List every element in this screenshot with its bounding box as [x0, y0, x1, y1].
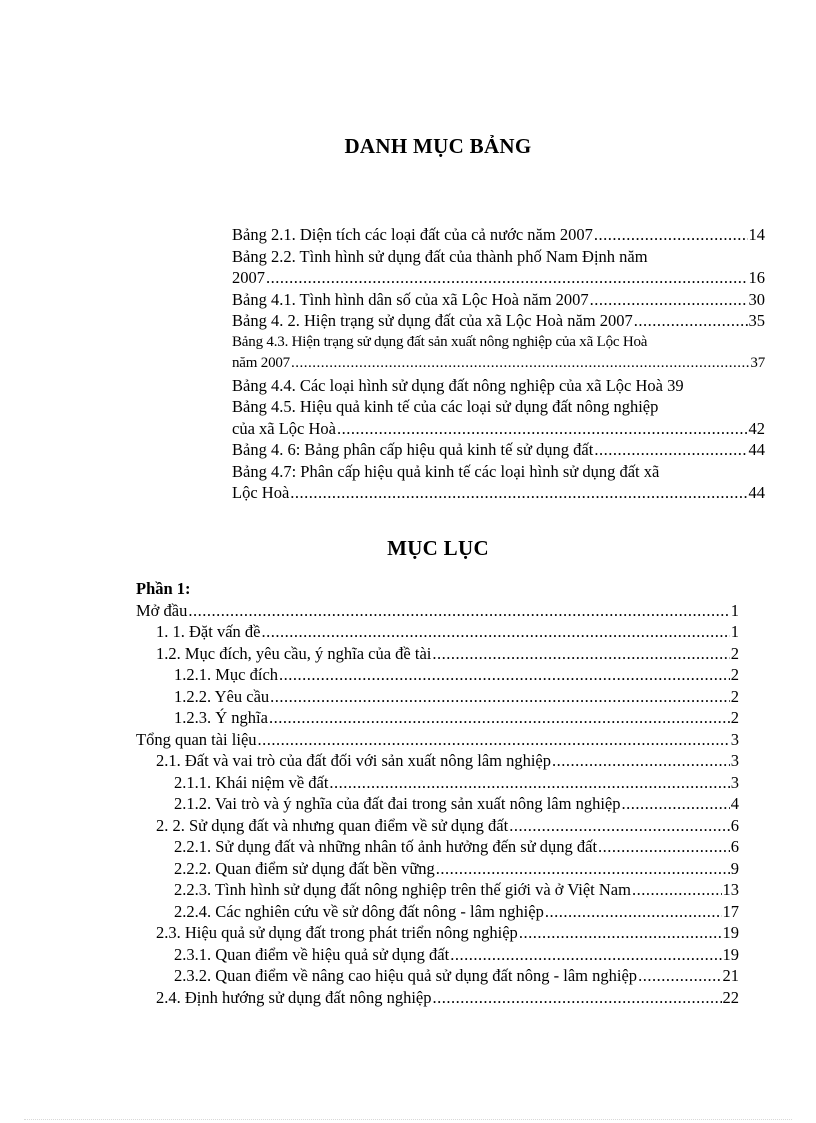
dot-leader — [552, 750, 730, 772]
lot-entry-text: Bảng 4.1. Tình hình dân số của xã Lộc Hoà năm 2007 — [232, 289, 589, 309]
toc-entry[interactable] — [136, 922, 739, 944]
lot-entry-page: 37 — [750, 355, 765, 371]
dot-leader — [269, 707, 730, 729]
lot-entry-text: Bảng 4.4. Các loại hình sử dụng đất nông nghiệp của xã Lộc Hoà 39 — [232, 375, 684, 395]
toc-part-heading: Phần 1: — [136, 579, 191, 598]
toc-title: MỤC LỤC — [387, 536, 489, 560]
lot-entry-text: Bảng 4.5. Hiệu quả kinh tế của các loại sử dụng đất nông nghiệp — [232, 397, 659, 416]
toc-entry-page: 21 — [722, 966, 739, 985]
lot-entry[interactable] — [232, 332, 765, 354]
toc-entry-text: 2.4. Định hướng sử dụng đất nông nghiệp — [156, 987, 432, 1007]
dot-leader — [279, 664, 730, 686]
toc-entry-text: 1.2. Mục đích, yêu cầu, ý nghĩa của đề tài — [156, 643, 432, 663]
toc-entry-text: 1.2.1. Mục đích — [174, 665, 279, 684]
toc-entry-page: 1 — [730, 600, 739, 620]
toc-entry-page: 19 — [722, 923, 739, 942]
dot-leader — [337, 418, 748, 440]
toc-entry-text: Mở đầu — [136, 600, 188, 620]
toc-entry[interactable] — [136, 750, 739, 772]
lot-entry-page: 44 — [748, 483, 765, 502]
toc-entry-page: 2 — [730, 643, 739, 663]
toc-entry-text: 2.3.1. Quan điểm về hiệu quả sử dụng đất — [174, 944, 450, 964]
dot-leader — [270, 686, 730, 708]
lot-entry-page: 42 — [748, 418, 765, 438]
toc-entry-page: 4 — [730, 794, 739, 813]
dot-leader — [598, 836, 730, 858]
toc-entry-page: 22 — [722, 987, 739, 1007]
toc-entry[interactable] — [136, 987, 739, 1009]
toc-entry[interactable] — [136, 901, 739, 923]
toc-entry-page: 2 — [730, 708, 739, 727]
toc-entry-text: 2.2.3. Tình hình sử dụng đất nông nghiệp trên thế giới và ở Việt Nam — [174, 880, 631, 899]
toc-entry[interactable] — [136, 815, 739, 837]
lot-entry-page: 16 — [748, 268, 765, 287]
lot-entry-text: Bảng 4. 6: Bảng phân cấp hiệu quả kinh tế sử dụng đất — [232, 440, 594, 459]
lot-entry[interactable] — [232, 418, 765, 440]
toc-entry-text: 2.1. Đất và vai trò của đất đối với sản xuất nông lâm nghiệp — [156, 751, 552, 770]
dot-leader — [594, 224, 748, 246]
toc-entry[interactable] — [136, 879, 739, 901]
lot-entry-text: của xã Lộc Hoà — [232, 418, 336, 438]
toc-entry[interactable] — [136, 686, 739, 708]
dot-leader — [432, 643, 729, 665]
lot-entry-page: 35 — [748, 311, 765, 330]
lot-entry[interactable] — [232, 353, 765, 375]
toc-entry[interactable] — [136, 944, 739, 966]
toc-entry-text: Tổng quan tài liệu — [136, 729, 257, 749]
toc-entry-text: 2.1.2. Vai trò và ý nghĩa của đất đai trong sản xuất nông lâm nghiệp — [174, 794, 621, 813]
lot-entry-text: Bảng 2.2. Tình hình sử dụng đất của thành phố Nam Định năm — [232, 246, 648, 266]
list-of-tables — [232, 224, 765, 504]
dot-leader — [261, 621, 729, 643]
dot-leader — [266, 267, 748, 289]
toc-entry[interactable] — [136, 772, 739, 794]
dot-leader — [545, 901, 722, 923]
toc-entry[interactable] — [136, 664, 739, 686]
toc-entry-text: 2.3.2. Quan điểm về nâng cao hiệu quả sử dụng đất nông - lâm nghiệp — [174, 966, 638, 985]
toc-entry-page: 6 — [730, 815, 739, 835]
toc-entry-text: 2.3. Hiệu quả sử dụng đất trong phát triển nông nghiệp — [156, 923, 518, 942]
toc-entry-text: 2. 2. Sử dụng đất và nhưng quan điểm về sử dụng đất — [156, 815, 509, 835]
dot-leader — [634, 310, 748, 332]
lot-entry[interactable] — [232, 310, 765, 332]
dot-leader — [590, 289, 748, 311]
toc-entry-text: 2.2.2. Quan điểm sử dụng đất bền vững — [174, 858, 435, 878]
dot-leader — [290, 482, 747, 504]
lot-entry[interactable] — [232, 267, 765, 289]
lot-entry[interactable] — [232, 461, 765, 483]
toc-entry-text: 2.2.4. Các nghiên cứu về sử dông đất nông - lâm nghiệp — [174, 901, 544, 921]
list-of-tables-title: DANH MỤC BẢNG — [344, 134, 532, 158]
page-bottom-divider — [24, 1119, 792, 1120]
lot-entry[interactable] — [232, 482, 765, 504]
lot-entry[interactable] — [232, 439, 765, 461]
lot-entry-text: năm 2007 — [232, 355, 290, 371]
lot-entry[interactable] — [232, 246, 765, 268]
toc-entry[interactable] — [136, 643, 739, 665]
toc-entry-text: 1. 1. Đặt vấn đề — [156, 622, 261, 641]
toc-entry-text: 1.2.2. Yêu cầu — [174, 686, 270, 706]
toc-entry[interactable] — [136, 707, 739, 729]
dot-leader — [450, 944, 721, 966]
toc-entry-page: 2 — [730, 686, 739, 706]
dot-leader — [632, 879, 722, 901]
lot-entry[interactable] — [232, 289, 765, 311]
lot-entry[interactable] — [232, 224, 765, 246]
dot-leader — [329, 772, 729, 794]
toc-entry-page: 1 — [730, 622, 739, 641]
toc-entry[interactable] — [136, 793, 739, 815]
toc-entry-page: 3 — [730, 772, 739, 792]
toc-entry-page: 19 — [722, 944, 739, 964]
toc-entry[interactable] — [136, 729, 739, 751]
lot-entry-text: Bảng 2.1. Diện tích các loại đất của cả nước năm 2007 — [232, 225, 593, 244]
lot-entry-text: 2007 — [232, 268, 265, 287]
dot-leader — [509, 815, 730, 837]
toc-entry[interactable] — [136, 858, 739, 880]
toc-entry[interactable] — [136, 965, 739, 987]
lot-entry-text: Bảng 4.7: Phân cấp hiệu quả kinh tế các loại hình sử dụng đất xã — [232, 461, 660, 481]
dot-leader — [432, 987, 721, 1009]
dot-leader — [519, 922, 722, 944]
toc-entry-text: 2.2.1. Sử dụng đất và những nhân tố ảnh hưởng đến sử dụng đất — [174, 837, 598, 856]
toc-entry[interactable] — [136, 836, 739, 858]
toc-entry-text: 2.1.1. Khái niệm về đất — [174, 772, 329, 792]
lot-entry-page: 14 — [748, 225, 765, 244]
dot-leader — [621, 793, 729, 815]
lot-entry-page: 44 — [748, 440, 765, 459]
toc-entry-page: 2 — [730, 665, 739, 684]
toc-entry-page: 9 — [730, 858, 739, 878]
table-of-contents — [136, 578, 739, 1008]
toc-entry-page: 6 — [730, 837, 739, 856]
dot-leader — [638, 965, 721, 987]
lot-entry-page: 30 — [748, 289, 765, 309]
toc-entry-page: 3 — [730, 751, 739, 770]
dot-leader — [258, 729, 730, 751]
lot-entry[interactable] — [232, 396, 765, 418]
dot-leader — [436, 858, 730, 880]
toc-entry-text: 1.2.3. Ý nghĩa — [174, 708, 268, 727]
dot-leader — [188, 600, 729, 622]
dot-leader — [594, 439, 747, 461]
toc-entry[interactable] — [136, 621, 739, 643]
lot-entry-text: Bảng 4. 2. Hiện trạng sử dụng đất của xã Lộc Hoà năm 2007 — [232, 311, 633, 330]
toc-entry-page: 13 — [722, 880, 739, 899]
toc-entry-page: 3 — [730, 729, 739, 749]
lot-entry[interactable] — [232, 375, 765, 397]
lot-entry-text: Bảng 4.3. Hiện trạng sử dụng đất sản xuất nông nghiệp của xã Lộc Hoà — [232, 333, 648, 350]
lot-entry-text: Lộc Hoà — [232, 483, 290, 502]
toc-entry[interactable] — [136, 600, 739, 622]
toc-entry-page: 17 — [722, 901, 739, 921]
dot-leader — [291, 353, 749, 375]
